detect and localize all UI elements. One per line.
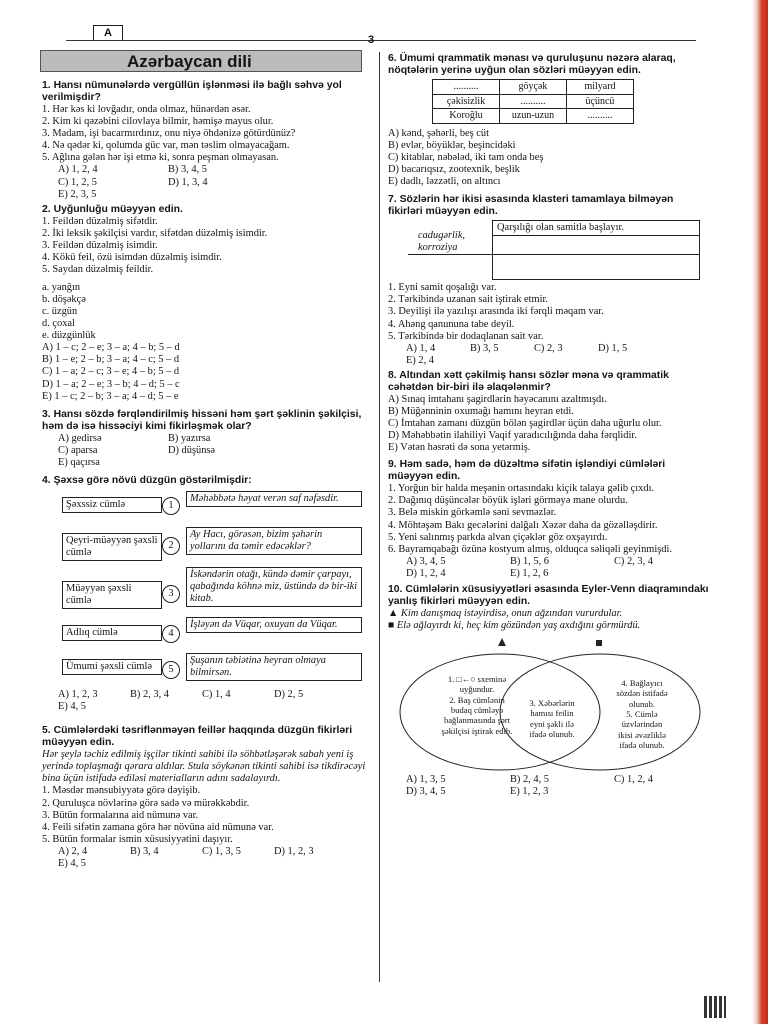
answer-option[interactable]: A) 1, 4 xyxy=(406,342,436,354)
question-6: 6. Ümumi qrammatik mənası və quruluşunu nəzərə alaraq, nöqtələrin yerinə uyğun olan sözləri müəyyən edin. .......... göyçək milyard çəkisizlik .......... üçüncü Koroğlu uzun-uzun .......... A) kənd, şəhərli, beş cüt B) evlər, böyüklər, beşincidəki C) kitablar, nəbələd, iki tam onda beş D) bacarıqsız, zootexnik, beşlik E) dadlı, ləzzətli, on altıncı xyxy=(388,53,710,188)
header-rule xyxy=(66,40,696,41)
venn-left-text: 1. □←○ sxeminə uyğundur. 2. Baş cümlənin budaq cümləyə bağlanmasında şərt şəkilçisi iştirak edib. xyxy=(441,674,513,736)
answer-option[interactable]: B) yazırsa xyxy=(168,432,211,444)
cluster-box: Qarşılığı olan samitlə başlayır. xyxy=(492,220,700,280)
venn-mid-text: 3. Xəbərlərin hamısı feilin eyni şəkli ilə ifadə olunub. xyxy=(529,698,575,740)
triangle-icon: ▲ xyxy=(388,607,401,619)
column-divider xyxy=(379,52,380,982)
question-1: 1. Hansı nümunələrdə vergüllün işlənməsi ilə bağlı səhvə yol verilmişdir? 1. Hər kəs ki lovğadır, onda olmaz, hünərdən əsər. 2. Kim ki qəzəbini cilovlaya bilmir, həmişə mayus olur. 3. Madam, işi bacarmırdınız, onu niyə öhdənizə götürdünüz? 4. Nə qədər ki, qolumda güc var, mən təslim olmayacağam. 5. Ağlına gələn hər işi etmə ki, sonra peşman olmayasan. A) 1, 2, 4 B) 3, 4, 5 C) 1, 2, 5 D) 1, 3, 4 E) 2, 3, 5 xyxy=(42,80,342,200)
answer-option[interactable]: E) 4, 5 xyxy=(58,857,86,869)
right-box: Məhəbbətə həyat verən saf nəfəsdir. xyxy=(186,491,362,507)
right-box: İskəndərin otağı, kündə dəmir çarpayı, qabağında köhnə miz, üstündə də bir-iki kitab. xyxy=(186,567,362,607)
answer-option[interactable]: C) 2, 3, 4 xyxy=(614,555,653,567)
answer-option[interactable]: D) 1, 5 xyxy=(598,342,628,354)
number-circle: 2 xyxy=(162,537,180,555)
answer-option[interactable]: A) Sınaq imtahanı şagirdlərin həyəcanını azaltmışdı. xyxy=(388,393,607,405)
left-column xyxy=(42,77,367,870)
cluster-words: cadugərlik, korroziya xyxy=(418,230,466,254)
answer-option[interactable]: B) 3, 4, 5 xyxy=(168,164,207,176)
answer-option[interactable]: A) 2, 4 xyxy=(58,845,88,857)
question-7: 7. Sözlərin hər ikisi əsasında klasteri tamamlaya bilməyən fikirləri müəyyən edin. cadugərlik, korroziya Qarşılığı olan samitlə başlayır. 1. Eyni samit qoşalığı var. 2. Tərkibində uzanan sait iştirak etmir. 3. Deyilişi ilə yazılışı arasında iki fərqli məqam var. 4. Ahəng qanununa tabe deyil. 5. Tərkibində bir dodaqlanan sait var. A) 1, 4 B) 3, 5 C) 2, 3 D) 1, 5 E) 2, 4 xyxy=(388,194,710,367)
answer-option[interactable]: E) 4, 5 xyxy=(58,701,86,713)
answer-option[interactable]: C) 1, 3, 5 xyxy=(202,845,241,857)
word-table: .......... göyçək milyard çəkisizlik .......... üçüncü Koroğlu uzun-uzun .......... xyxy=(432,79,634,124)
answer-option[interactable]: D) bacarıqsız, zootexnik, beşlik xyxy=(388,164,520,176)
venn-diagram xyxy=(388,634,710,774)
variant-box: A xyxy=(93,25,123,41)
answer-option[interactable]: B) evlər, böyüklər, beşincidəki xyxy=(388,139,516,151)
left-box: Ümumi şəxsli cümlə xyxy=(62,659,162,675)
answer-option[interactable]: A) kənd, şəhərli, beş cüt xyxy=(388,127,489,139)
square-icon: ■ xyxy=(388,620,397,632)
answer-option[interactable]: B) 3, 5 xyxy=(470,342,499,354)
answer-option[interactable]: D) 1, 2, 3 xyxy=(274,845,314,857)
answer-option[interactable]: E) 1, 2, 3 xyxy=(510,786,549,798)
binding-edge xyxy=(752,0,768,1024)
number-circle: 1 xyxy=(162,497,180,515)
left-box: Adlıq cümlə xyxy=(62,625,162,641)
answer-option[interactable]: D) 2, 5 xyxy=(274,689,304,700)
question-5: 5. Cümlələrdəki təsriflənməyən feillər haqqında düzgün fikirləri müəyyən edin. Hər şeylə təchiz edilmiş işçilər tikinti sahibi ilə söhbətləşərək sabah yeni iş yerində toplaşmağı qərara aldılar. Stula söykənən tikinti sahibi isə tikdirəcəyi bina üçün istifadə ediləsi materialların adını sadalayırdı. 1. Məsdər mənsubiyyətə görə dəyişib. 2. Quruluşca növlərinə görə sadə və mürəkkəbdir. 3. Bütün formalarına aid nümunə var. 4. Feili sifətin zamana görə hər növünə aid nümunə var. 5. Bütün formalar ismin xüsusiyyətini daşıyır. A) 2, 4 B) 3, 4 C) 1, 3, 5 D) 1, 2, 3 E) 4, 5 xyxy=(42,725,366,869)
cluster-divider xyxy=(408,254,492,255)
answer-option[interactable]: B) 2, 4, 5 xyxy=(510,774,549,786)
answer-option[interactable]: D) 3, 4, 5 xyxy=(406,786,446,798)
answer-option[interactable]: A) 1, 2, 3 xyxy=(58,689,98,700)
question-10: 10. Cümlələrin xüsusiyyətləri əsasında Eyler-Venn diaqramındakı yanlış fikirləri müəyyən edin. ▲ Kim danışmaq istəyirdisə, onun ağzından vururdular. ■ Elə ağlayırdı ki, heç kim gözündən yaş axdığını görmürdü. 1. □←○ sxeminə uyğundur. 2. Baş cümlənin budaq cümləyə bağlanmasında şərt şəkilçisi iştirak edib. 3. Xəbərlərin hamısı feilin eyni şəkli ilə ifadə olunub. 4. Bağlayıcı sözdən istifadə olunub. 5. Cümlə üzvlərindən ikisi əvəzliklə ifadə olunub. A) 1, 3, 5 B) 2, 4, 5 C) 1, 2, 4 D) 3, 4, 5 E) 1, 2, 3 xyxy=(388,583,709,798)
answer-option[interactable]: D) 1, 2, 4 xyxy=(406,567,446,579)
answer-option[interactable]: C) 1 – a; 2 – c; 3 – e; 4 – b; 5 – d xyxy=(42,366,180,378)
left-box: Müəyyən şəxsli cümlə xyxy=(62,581,162,609)
right-box: Ay Hacı, görəsən, bizim şəhərin yollarını da təmir edəcəklər? xyxy=(186,527,362,555)
answer-option[interactable]: D) Məhəbbətin ilahiliyi Vaqif yaradıcılığında daha fərqlidir. xyxy=(388,430,637,442)
qr-code-icon xyxy=(704,996,726,1018)
number-circle: 5 xyxy=(162,661,180,679)
answer-option[interactable]: E) 2, 4 xyxy=(406,354,434,366)
answer-option[interactable]: C) aparsa xyxy=(58,444,98,456)
answer-option[interactable]: E) 2, 3, 5 xyxy=(58,188,97,200)
answer-option[interactable]: C) 1, 2, 4 xyxy=(614,774,653,786)
answer-option[interactable]: B) 2, 3, 4 xyxy=(130,689,169,700)
answer-option[interactable]: B) 3, 4 xyxy=(130,845,159,857)
answer-option[interactable]: D) düşünsə xyxy=(168,444,216,456)
number-circle: 4 xyxy=(162,625,180,643)
answer-option[interactable]: A) 1, 3, 5 xyxy=(406,774,446,786)
question-8: 8. Altından xətt çəkilmiş hansı sözlər məna və qrammatik cəhətdən bir-biri ilə əlaqələnmir? A) Sınaq imtahanı şagirdlərin həyəcanını azaltmışdı. B) Müğənninin oxumağı hamını heyran etdi. C) İmtahan zamanı düzgün bölən şagirdlər üçün daha uğurlu olur. D) Məhəbbətin ilahiliyi Vaqif yaradıcılığında daha fərqlidir. E) Vətən həsrəti də sona yetərmiş. xyxy=(388,370,710,454)
passage: Hər şeylə təchiz edilmiş işçilər tikinti sahibi ilə söhbətləşərək sabah yeni iş yerində toplaşmağı qərara aldılar. Stula söykənən tikinti sahibi isə tikdirəcəyi bina üçün istifadə ediləsi materialların adını sadalayırdı. xyxy=(42,749,366,785)
answer-option[interactable]: D) 1, 3, 4 xyxy=(168,176,208,188)
question-2: 2. Uyğunluğu müəyyən edin. 1. Feildən düzəlmiş sifətdir. 2. İki leksik şəkilçisi vardır, sifətdən düzəlmiş isimdir. 3. Feildən düzəlmiş isimdir. 4. Kökü feil, özü isimdən düzəlmiş isimdir. 5. Saydan düzəlmiş feildir. a. yanğın b. döşəkçə c. üzgün d. çoxal e. düzgünlük A) 1 – c; 2 – e; 3 – a; 4 – b; 5 – d B) 1 – e; 2 – b; 3 – a; 4 – c; 5 – d C) 1 – a; 2 – c; 3 – e; 4 – b; 5 – d D) 1 – a; 2 – e; 3 – b; 4 – d; 5 – c E) 1 – c; 2 – b; 3 – a; 4 – d; 5 – e xyxy=(42,204,367,403)
answer-option[interactable]: B) 1 – e; 2 – b; 3 – a; 4 – c; 5 – d xyxy=(42,354,180,366)
answer-option[interactable]: E) 1, 2, 6 xyxy=(510,567,549,579)
answer-option[interactable]: E) dadlı, ləzzətli, on altıncı xyxy=(388,176,501,188)
matching-diagram xyxy=(42,491,367,689)
answer-option[interactable]: B) 1, 5, 6 xyxy=(510,555,549,567)
left-box: Qeyri-müəyyən şəxsli cümlə xyxy=(62,533,162,561)
right-box: Şuşanın təbiətinə heyran olmaya bilmirsən. xyxy=(186,653,362,681)
answer-option[interactable]: C) kitablar, nəbələd, iki tam onda beş xyxy=(388,152,544,164)
answer-option[interactable]: A) 3, 4, 5 xyxy=(406,555,446,567)
question-9: 9. Həm sadə, həm də düzəltmə sifətin işləndiyi cümlələri müəyyən edin. 1. Yorğun bir halda meşənin ortasındakı kiçik talaya gəlib çıxdı. 2. Dağınıq düşüncələr böyük işləri görməyə mane olurdu. 3. Belə miskin görkəmlə səni sevməzlər. 4. Möhtəşəm Bakı gecələrini dalğalı Xəzər daha da gözəlləşdirir. 5. Yeni salınmış parkda alvan çiçəklər göz oxşayırdı. 6. Bayramqabağı özünə kostyum almış, olduqca səliqəli geyinmişdi. A) 3, 4, 5 B) 1, 5, 6 C) 2, 3, 4 D) 1, 2, 4 E) 1, 2, 6 xyxy=(388,459,710,580)
number-circle: 3 xyxy=(162,585,180,603)
answer-option[interactable]: A) gedirsə xyxy=(58,432,102,444)
answer-option[interactable]: B) Müğənninin oxumağı hamını heyran etdi. xyxy=(388,405,574,417)
answer-option[interactable]: E) qaçırsa xyxy=(58,456,100,468)
answer-option[interactable]: E) 1 – c; 2 – b; 3 – a; 4 – d; 5 – e xyxy=(42,390,179,402)
answer-option[interactable]: A) 1 – c; 2 – e; 3 – a; 4 – b; 5 – d xyxy=(42,342,180,354)
question-4: 4. Şəxsə görə növü düzgün göstərilmişdir: Şəxssiz cümlə Qeyri-müəyyən şəxsli cümlə Müəyyən şəxsli cümlə Adlıq cümlə Ümumi şəxsli cümlə 1 2 3 4 5 Məhəbbətə həyat verən saf nəfəsdir. Ay Hacı, görəsən, bizim şəhərin yollarını da təmir edəcəklər? İskəndərin otağı, kündə dəmir çarpayı, qabağında köhnə miz, üstündə də bir-iki kitab. İşləyən də Vüqar, oxuyan da Vüqar. Şuşanın təbiətinə heyran olmaya bilmirsən. A) 1, 2, 3 B) 2, 3, 4 C) 1, 4 D) 2, 5 E) 4, 5 xyxy=(42,475,367,713)
right-box: İşləyən də Vüqar, oxuyan da Vüqar. xyxy=(186,617,362,633)
answer-option[interactable]: C) 2, 3 xyxy=(534,342,563,354)
answer-option[interactable]: E) Vətən həsrəti də sona yetərmiş. xyxy=(388,442,531,454)
right-column xyxy=(388,50,710,798)
answer-option[interactable]: C) İmtahan zamanı düzgün bölən şagirdlər üçün daha uğurlu olur. xyxy=(388,418,662,430)
page-number: 3 xyxy=(368,34,375,46)
answer-option[interactable]: C) 1, 2, 5 xyxy=(58,176,97,188)
subject-title: Azərbaycan dili xyxy=(40,50,362,72)
answer-option[interactable]: D) 1 – a; 2 – e; 3 – b; 4 – d; 5 – c xyxy=(42,378,180,390)
cluster-diagram xyxy=(388,220,710,282)
venn-right-text: 4. Bağlayıcı sözdən istifadə olunub. 5. Cümlə üzvlərindən ikisi əvəzliklə ifadə olunub. xyxy=(616,678,668,750)
question-3: 3. Hansı sözdə fərqləndirilmiş hissəni həm şərt şəklinin şəkilçisi, həm də isə hissəciyi kimi fikirləşmək olar? A) gedirsə B) yazırsa C) aparsa D) düşünsə E) qaçırsa xyxy=(42,408,362,468)
answer-option[interactable]: C) 1, 4 xyxy=(202,689,231,700)
left-box: Şəxssiz cümlə xyxy=(62,497,162,513)
answer-option[interactable]: A) 1, 2, 4 xyxy=(58,164,98,176)
